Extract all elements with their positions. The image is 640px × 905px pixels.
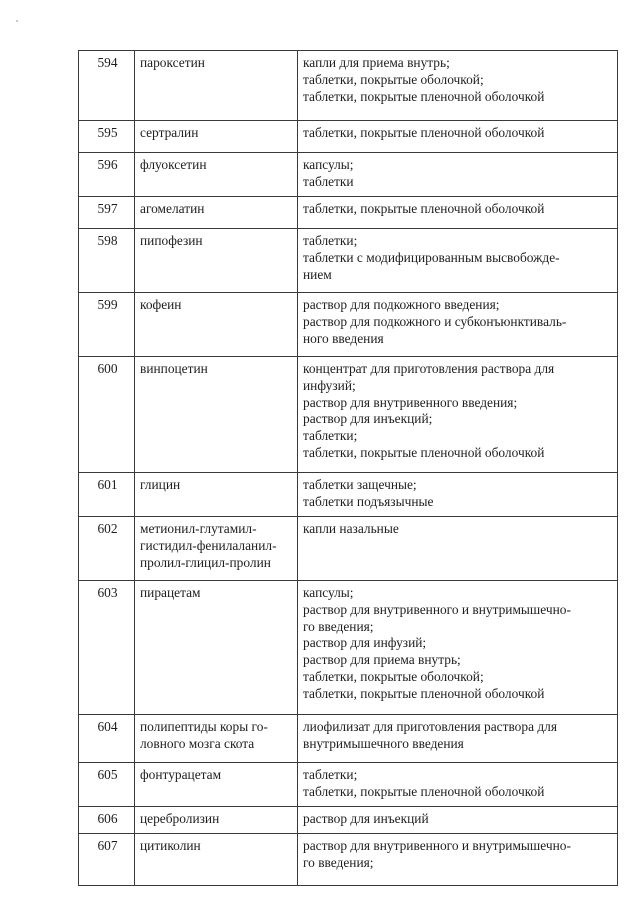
dosage-form-line: таблетки подъязычные: [303, 493, 434, 509]
row-number: 598: [79, 229, 135, 293]
drug-name-line: кофеин: [140, 297, 182, 312]
row-number: 595: [79, 121, 135, 153]
dosage-form-line: лиофилизат для приготовления раствора для: [303, 719, 558, 734]
dosage-form-cell: [298, 357, 618, 473]
drug-name-cell: [135, 715, 298, 763]
table-row: [79, 229, 618, 293]
dosage-form-line: таблетки, покрытые пленочной оболочкой: [303, 201, 545, 216]
row-number: 605: [79, 763, 135, 807]
drug-name-line: пирацетам: [140, 585, 201, 600]
drug-name-cell: [135, 121, 298, 153]
row-number: 607: [79, 833, 135, 885]
dosage-form-cell: [298, 581, 618, 715]
table-row: [79, 153, 618, 197]
drug-name-line: пролил-глицил-пролин: [140, 554, 271, 570]
row-number: 604: [79, 715, 135, 763]
drug-name-line: цитиколин: [140, 837, 201, 853]
drug-name-cell: [135, 229, 298, 293]
dosage-form-line: раствор для инфузий;: [303, 635, 427, 651]
drug-name-cell: [135, 763, 298, 807]
row-number: 594: [79, 51, 135, 121]
dosage-form-line: го введения;: [303, 854, 374, 870]
dosage-form-line: внутримышечного введения: [303, 735, 464, 751]
row-number: 602: [79, 517, 135, 581]
drug-name-line: сертралин: [140, 125, 199, 140]
dosage-form-cell: [298, 715, 618, 763]
dosage-form-cell: [298, 121, 618, 153]
drug-name-line: пароксетин: [140, 55, 205, 70]
dosage-form-line: таблетки;: [303, 767, 358, 782]
dosage-form-cell: [298, 293, 618, 357]
dosage-form-line: раствор для инъекций;: [303, 411, 433, 427]
dosage-form-line: таблетки, покрытые оболочкой;: [303, 668, 484, 684]
drug-name-line: пипофезин: [140, 233, 203, 248]
dosage-form-line: таблетки, покрытые оболочкой;: [303, 71, 484, 87]
table-row: [79, 581, 618, 715]
dosage-form-line: капли для приема внутрь;: [303, 55, 450, 70]
dosage-form-cell: [298, 517, 618, 581]
dosage-form-cell: [298, 473, 618, 517]
dosage-form-cell: [298, 51, 618, 121]
drug-name-line: агомелатин: [140, 201, 205, 216]
drug-name-cell: [135, 293, 298, 357]
row-number: 603: [79, 581, 135, 715]
drug-table: [78, 50, 618, 886]
dosage-form-line: раствор для внутривенного введения;: [303, 394, 518, 410]
table-row: [79, 715, 618, 763]
drug-name-line: фонтурацетам: [140, 767, 222, 782]
dosage-form-cell: [298, 197, 618, 229]
drug-name-cell: [135, 197, 298, 229]
table-row: [79, 293, 618, 357]
dosage-form-line: ного введения: [303, 330, 384, 346]
drug-name-cell: [135, 473, 298, 517]
table-row: [79, 763, 618, 807]
scan-speck: [16, 20, 18, 22]
drug-name-cell: [135, 153, 298, 197]
dosage-form-line: таблетки: [303, 173, 354, 189]
drug-name-cell: [135, 357, 298, 473]
dosage-form-line: капсулы;: [303, 157, 354, 172]
dosage-form-line: нием: [303, 266, 332, 282]
drug-name-cell: [135, 51, 298, 121]
dosage-form-line: концентрат для приготовления раствора для: [303, 361, 555, 376]
row-number: 597: [79, 197, 135, 229]
dosage-form-cell: [298, 153, 618, 197]
table-row: [79, 121, 618, 153]
dosage-form-line: таблетки;: [303, 428, 358, 444]
dosage-form-line: таблетки;: [303, 233, 358, 248]
drug-name-cell: [135, 833, 298, 885]
row-number: 596: [79, 153, 135, 197]
drug-name-line: винпоцетин: [140, 361, 208, 376]
dosage-form-line: таблетки, покрытые пленочной оболочкой: [303, 685, 545, 701]
dosage-form-line: раствор для внутривенного и внутримышечно-: [303, 601, 571, 617]
table-row: [79, 473, 618, 517]
dosage-form-cell: [298, 763, 618, 807]
dosage-form-line: раствор для приема внутрь;: [303, 652, 461, 668]
drug-name-cell: [135, 517, 298, 581]
drug-name-line: глицин: [140, 477, 181, 492]
row-number: 600: [79, 357, 135, 473]
dosage-form-line: таблетки, покрытые пленочной оболочкой: [303, 88, 545, 104]
table-row: [79, 357, 618, 473]
table-row: [79, 833, 618, 885]
dosage-form-line: го введения;: [303, 618, 374, 634]
drug-name-cell: [135, 807, 298, 834]
drug-name-line: церебролизин: [140, 811, 220, 826]
table-row: [79, 51, 618, 121]
dosage-form-line: раствор для инъекций: [303, 811, 429, 826]
dosage-form-line: таблетки защечные;: [303, 477, 417, 492]
dosage-form-line: таблетки, покрытые пленочной оболочкой: [303, 444, 545, 460]
dosage-form-line: капли назальные: [303, 521, 399, 536]
dosage-form-cell: [298, 807, 618, 834]
dosage-form-line: таблетки с модифицированным высвобожде-: [303, 249, 560, 265]
drug-name-line: полипептиды коры го-: [140, 719, 268, 734]
dosage-form-line: таблетки, покрытые пленочной оболочкой: [303, 125, 545, 140]
row-number: 599: [79, 293, 135, 357]
dosage-form-line: капсулы;: [303, 585, 354, 600]
dosage-form-cell: [298, 833, 618, 885]
drug-name-line: ловного мозга скота: [140, 735, 255, 751]
drug-name-line: гистидил-фенилаланил-: [140, 537, 277, 553]
drug-name-cell: [135, 581, 298, 715]
dosage-form-line: раствор для подкожного и субконъюнктиваль-: [303, 313, 567, 329]
dosage-form-cell: [298, 229, 618, 293]
row-number: 606: [79, 807, 135, 834]
drug-table-body: [79, 51, 618, 886]
table-row: [79, 197, 618, 229]
row-number: 601: [79, 473, 135, 517]
drug-name-line: метионил-глутамил-: [140, 521, 257, 536]
table-row: [79, 517, 618, 581]
table-row: [79, 807, 618, 834]
dosage-form-line: таблетки, покрытые пленочной оболочкой: [303, 783, 545, 799]
dosage-form-line: раствор для подкожного введения;: [303, 297, 500, 312]
dosage-form-line: раствор для внутривенного и внутримышечно-: [303, 837, 571, 853]
dosage-form-line: инфузий;: [303, 377, 356, 393]
drug-name-line: флуоксетин: [140, 157, 207, 172]
